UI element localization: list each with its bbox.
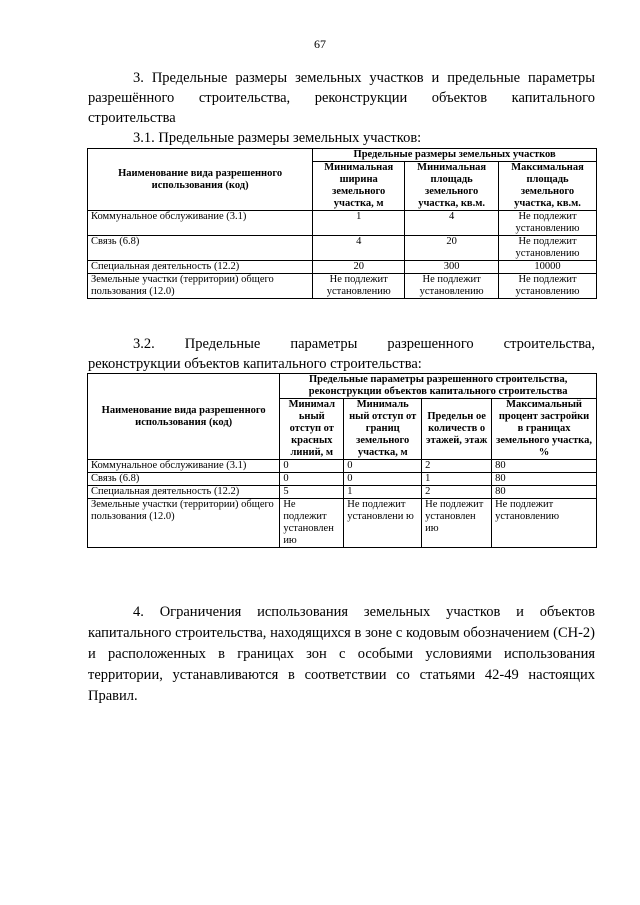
table1-cell-max-area: Не подлежит установлению bbox=[499, 211, 597, 236]
table2-cell-floors: 2 bbox=[422, 460, 492, 473]
table-row bbox=[88, 274, 597, 299]
table2-cell-red: 0 bbox=[280, 473, 344, 486]
table2-cell-red: 5 bbox=[280, 486, 344, 499]
section3-2-title-line2: реконструкции объектов капитального строительства: bbox=[88, 356, 422, 372]
table2-cell-red: Не подлежит установлен ию bbox=[280, 499, 344, 548]
table-row bbox=[88, 261, 597, 274]
table2-cell-floors: 1 bbox=[422, 473, 492, 486]
table2-col-name: Наименование вида разрешенного использования (код) bbox=[88, 374, 280, 460]
table-row bbox=[88, 460, 597, 473]
table2-group-header: Предельные параметры разрешенного строительства, реконструкции объектов капитального строительства bbox=[280, 374, 597, 399]
table2-cell-border: Не подлежит установлени ю bbox=[344, 499, 422, 548]
table2-col-percent: Максимальный процент застройки в границах земельного участка, % bbox=[492, 399, 597, 460]
table1-cell-max-area: 10000 bbox=[499, 261, 597, 274]
table1-cell-width: Не подлежит установлению bbox=[313, 274, 405, 299]
table2-cell-percent: 80 bbox=[492, 460, 597, 473]
table2-cell-floors: Не подлежит установлен ию bbox=[422, 499, 492, 548]
table1-cell-name: Коммунальное обслуживание (3.1) bbox=[88, 211, 313, 236]
table2-cell-name: Специальная деятельность (12.2) bbox=[88, 486, 280, 499]
table2-cell-name: Земельные участки (территории) общего пользования (12.0) bbox=[88, 499, 280, 548]
table2-cell-border: 1 bbox=[344, 486, 422, 499]
construction-params-table bbox=[87, 373, 597, 548]
table1-cell-max-area: Не подлежит установлению bbox=[499, 274, 597, 299]
table2-col-border: Минималь ный отступ от границ земельного участка, м bbox=[344, 399, 422, 460]
table1-cell-name: Связь (6.8) bbox=[88, 236, 313, 261]
table1-cell-name: Земельные участки (территории) общего пользования (12.0) bbox=[88, 274, 313, 299]
section3-heading-line2: разрешённого строительства, реконструкции объектов капитального bbox=[88, 90, 595, 106]
table1-col-min-area: Минимальная площадь земельного участка, кв.м. bbox=[405, 162, 499, 211]
table2-cell-border: 0 bbox=[344, 473, 422, 486]
table1-col-name: Наименование вида разрешенного использования (код) bbox=[88, 149, 313, 211]
section3-heading-line1: 3. Предельные размеры земельных участков и предельные параметры bbox=[133, 70, 595, 86]
section3-2-title-line1 bbox=[88, 334, 595, 354]
table2-cell-border: 0 bbox=[344, 460, 422, 473]
table2-cell-name: Связь (6.8) bbox=[88, 473, 280, 486]
table2-cell-floors: 2 bbox=[422, 486, 492, 499]
table1-cell-min-area: 4 bbox=[405, 211, 499, 236]
table2-cell-percent: 80 bbox=[492, 486, 597, 499]
table2-cell-percent: 80 bbox=[492, 473, 597, 486]
table2-col-floors: Предельн ое количеств о этажей, этаж bbox=[422, 399, 492, 460]
table2-cell-red: 0 bbox=[280, 460, 344, 473]
table1-cell-min-area: 20 bbox=[405, 236, 499, 261]
section4-paragraph: 4. Ограничения использования земельных участков и объектов капитального строительства, находящихся в зоне с кодовым обозначением (СН-2) и расположенных в границах зон с особыми условиями использования территории, устанавливаются в соответствии со статьями 42-49 настоящих Правил. bbox=[88, 604, 595, 704]
table2-col-red: Минимал ьный отступ от красных линий, м bbox=[280, 399, 344, 460]
table1-cell-width: 4 bbox=[313, 236, 405, 261]
table1-col-width: Минимальная ширина земельного участка, м bbox=[313, 162, 405, 211]
section3-heading-line3: строительства bbox=[88, 110, 176, 126]
section3-1-title: 3.1. Предельные размеры земельных участков: bbox=[133, 130, 422, 146]
section3-2-title-text: 3.2. Предельные параметры разрешенного строительства, bbox=[133, 336, 595, 352]
table1-col-max-area: Максимальная площадь земельного участка, кв.м. bbox=[499, 162, 597, 211]
land-plot-size-table bbox=[87, 148, 597, 299]
table-row bbox=[88, 211, 597, 236]
section3-heading bbox=[88, 68, 595, 88]
table2-cell-percent: Не подлежит установлению bbox=[492, 499, 597, 548]
table1-cell-name: Специальная деятельность (12.2) bbox=[88, 261, 313, 274]
table1-cell-min-area: Не подлежит установлению bbox=[405, 274, 499, 299]
table-row bbox=[88, 486, 597, 499]
table1-cell-max-area: Не подлежит установлению bbox=[499, 236, 597, 261]
table1-cell-min-area: 300 bbox=[405, 261, 499, 274]
page-number: 67 bbox=[314, 37, 326, 51]
table1-group-header: Предельные размеры земельных участков bbox=[313, 149, 597, 162]
table-row bbox=[88, 236, 597, 261]
table2-cell-name: Коммунальное обслуживание (3.1) bbox=[88, 460, 280, 473]
table-row bbox=[88, 499, 597, 548]
table-row bbox=[88, 473, 597, 486]
table1-cell-width: 20 bbox=[313, 261, 405, 274]
table1-cell-width: 1 bbox=[313, 211, 405, 236]
